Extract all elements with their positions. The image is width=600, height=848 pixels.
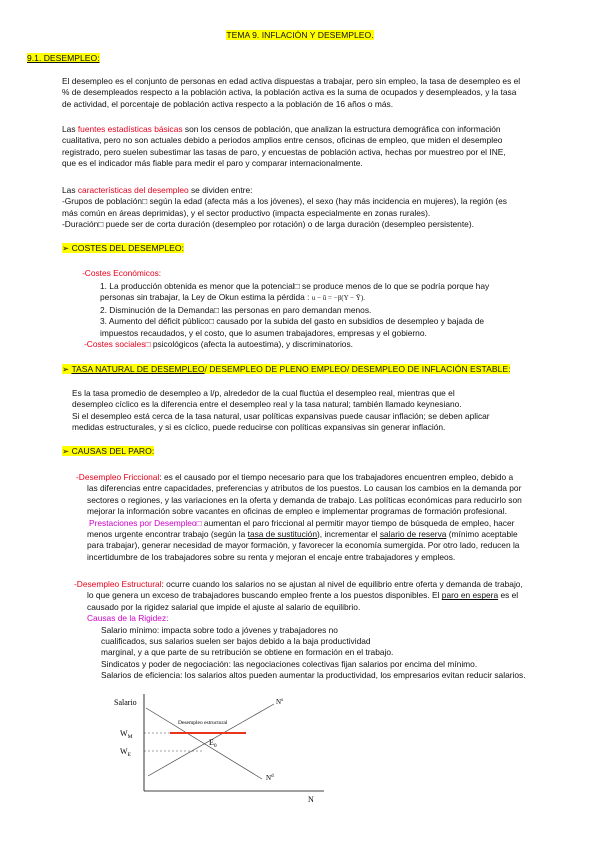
demand-curve [146, 708, 262, 779]
wm-label: $W_M$ [120, 729, 133, 740]
page-title: TEMA 9. INFLACIÓN Y DESEMPLEO. [226, 30, 374, 40]
estructural-paragraph: -Desempleo Estructural: ocurre cuando los salarios no se ajustan al nivel de equilibrio entre oferta y demanda de trabajo, lo que genera un exceso de trabajadores buscando empleo frente a los puestos disponibles. El paro en espera es el causado por la rigidez salarial que impide el ajuste al salario de equilibrio. Causas de la Rigidez: Salario mínimo: impacta sobre todo a jóvenes y trabajadores no cualificados, sus salarios suelen ser bajos debido a la baja productividad marginal, y a que parte de su retribución se obtiene en formación en el trabajo. Sindicatos y poder de negociación: las negociaciones colectivas fijan salarios por encima del mínimo. Salarios de eficiencia: los salarios altos pueden aumentar la productividad, los empresarios evitan reducir salarios. [74, 579, 526, 681]
causas-heading: ➢ CAUSAS DEL PARO: [62, 446, 155, 456]
costes-economicos-label: -Costes Económicos: [82, 268, 162, 278]
caracteristicas-paragraph: Las características del desempleo se dividen entre: -Grupos de población□ según la edad (afecta más a los jóvenes), el sexo (hay más incidencia en mujeres), la región (es más común en áreas deprimidas), y el sector productivo (impacta especialmente en zonas rurales). -Duración□ puede ser de corta duración (desempleo por rotación) o de larga duración (desempleo persistente). [62, 185, 507, 230]
okun-formula: u − ū = −β(Y − Ȳ). [311, 294, 365, 303]
tasa-natural-heading: ➢ TASA NATURAL DE DESEMPLEO/ DESEMPLEO DE PLENO EMPLEO/ DESEMPLEO DE INFLACIÓN ESTABLE: [62, 364, 511, 374]
fuentes-paragraph: Las fuentes estadísticas básicas son los censos de población, que analizan la estructura demográfica con información cualitativa, pero no son actuales debido a periodos amplios entre censos, oficinas de empleo, que miden el desempleo registrado, pero suelen subestimar las tasas de paro, y encuestas de población activa, hechas por muestreo por el INE, que es el indicador más fiable para medir el paro y comparar internacionalmente. [62, 124, 506, 169]
friccional-paragraph: -Desempleo Friccional: es el causado por el tiempo necesario para que los trabajadores encuentren empleo, debido a las diferencias entre capacidades, preferencias y atributos de los puestos. Lo causan los cambios en la demanda por sectores o regiones, y las variaciones en la oferta y demanda de trabajo. Las políticas económicas para reducirlo son mejorar la información sobre vacantes en oficinas de empleo e implementar programas de formación profesional. Prestaciones por Desempleo□ aumentan el paro friccional al permitir mayor tiempo de búsqueda de empleo, hacer menos urgente encontrar trabajo (según la tasa de sustitución), incrementar el salario de reserva (mínimo aceptable para trabajar), generar necesidad de mayor formación, y favorecer la economía sumergida. Por otro lado, reducen la incertidumbre de los trabajadores sobre su renta y mejoran el encaje entre trabajadores y empleos. [76, 472, 522, 562]
costes-economicos-list: 1. La producción obtenida es menor que la potencial□ se produce menos de lo que se podría porque hay personas sin trabajar, la Ley de Okun estima la pérdida : u − ū = −β(Y − Ȳ). 2. Disminución de la Demanda□ las personas en paro demandan menos. 3. Aumento del déficit público□ causado por la subida del gasto en subsidios de desempleo y bajada de impuestos recaudados, y el costo, que lo asumen trabajadores, empresas y el gobierno. [100, 281, 490, 338]
structural-unemployment-label: Desempleo estructural [178, 720, 228, 726]
costes-heading: ➢ COSTES DEL DESEMPLEO: [62, 243, 184, 253]
equilibrium-label: $E_0$ [209, 738, 217, 749]
we-label: $W_E$ [120, 747, 131, 758]
section-heading-desempleo: 9.1. DESEMPLEO: [27, 53, 100, 63]
demand-label: $N^d$ [266, 774, 274, 782]
tasa-natural-paragraph: Es la tasa promedio de desempleo a l/p, alrededor de la cual fluctúa el desempleo real, mientras que el desempleo cíclico es la diferencia entre el desempleo real y la tasa natural; también llamado keynesiano. Si el desempleo está cerca de la tasa natural, usar políticas expansivas puede causar inflación; se deben aplicar medidas estructurales, y si es cíclico, puede reducirse con políticas expansivas sin generar inflación. [72, 388, 490, 433]
labor-market-graph [110, 690, 350, 810]
costes-sociales: -Costes sociales□ psicológicos (afecta la autoestima), y discriminatorios. [84, 339, 353, 349]
intro-paragraph: El desempleo es el conjunto de personas en edad activa dispuestas a trabajar, pero sin empleo, la tasa de desempleo es el % de desempleados respecto a la población activa, la población activa es la suma de ocupados y desempleados, y la tasa de actividad, el porcentaje de población activa respecto a la población de 16 años o más. [62, 76, 521, 109]
y-axis-label: Salario [114, 698, 137, 707]
x-axis-label: N [308, 795, 314, 804]
supply-label: $N^s$ [276, 698, 284, 706]
